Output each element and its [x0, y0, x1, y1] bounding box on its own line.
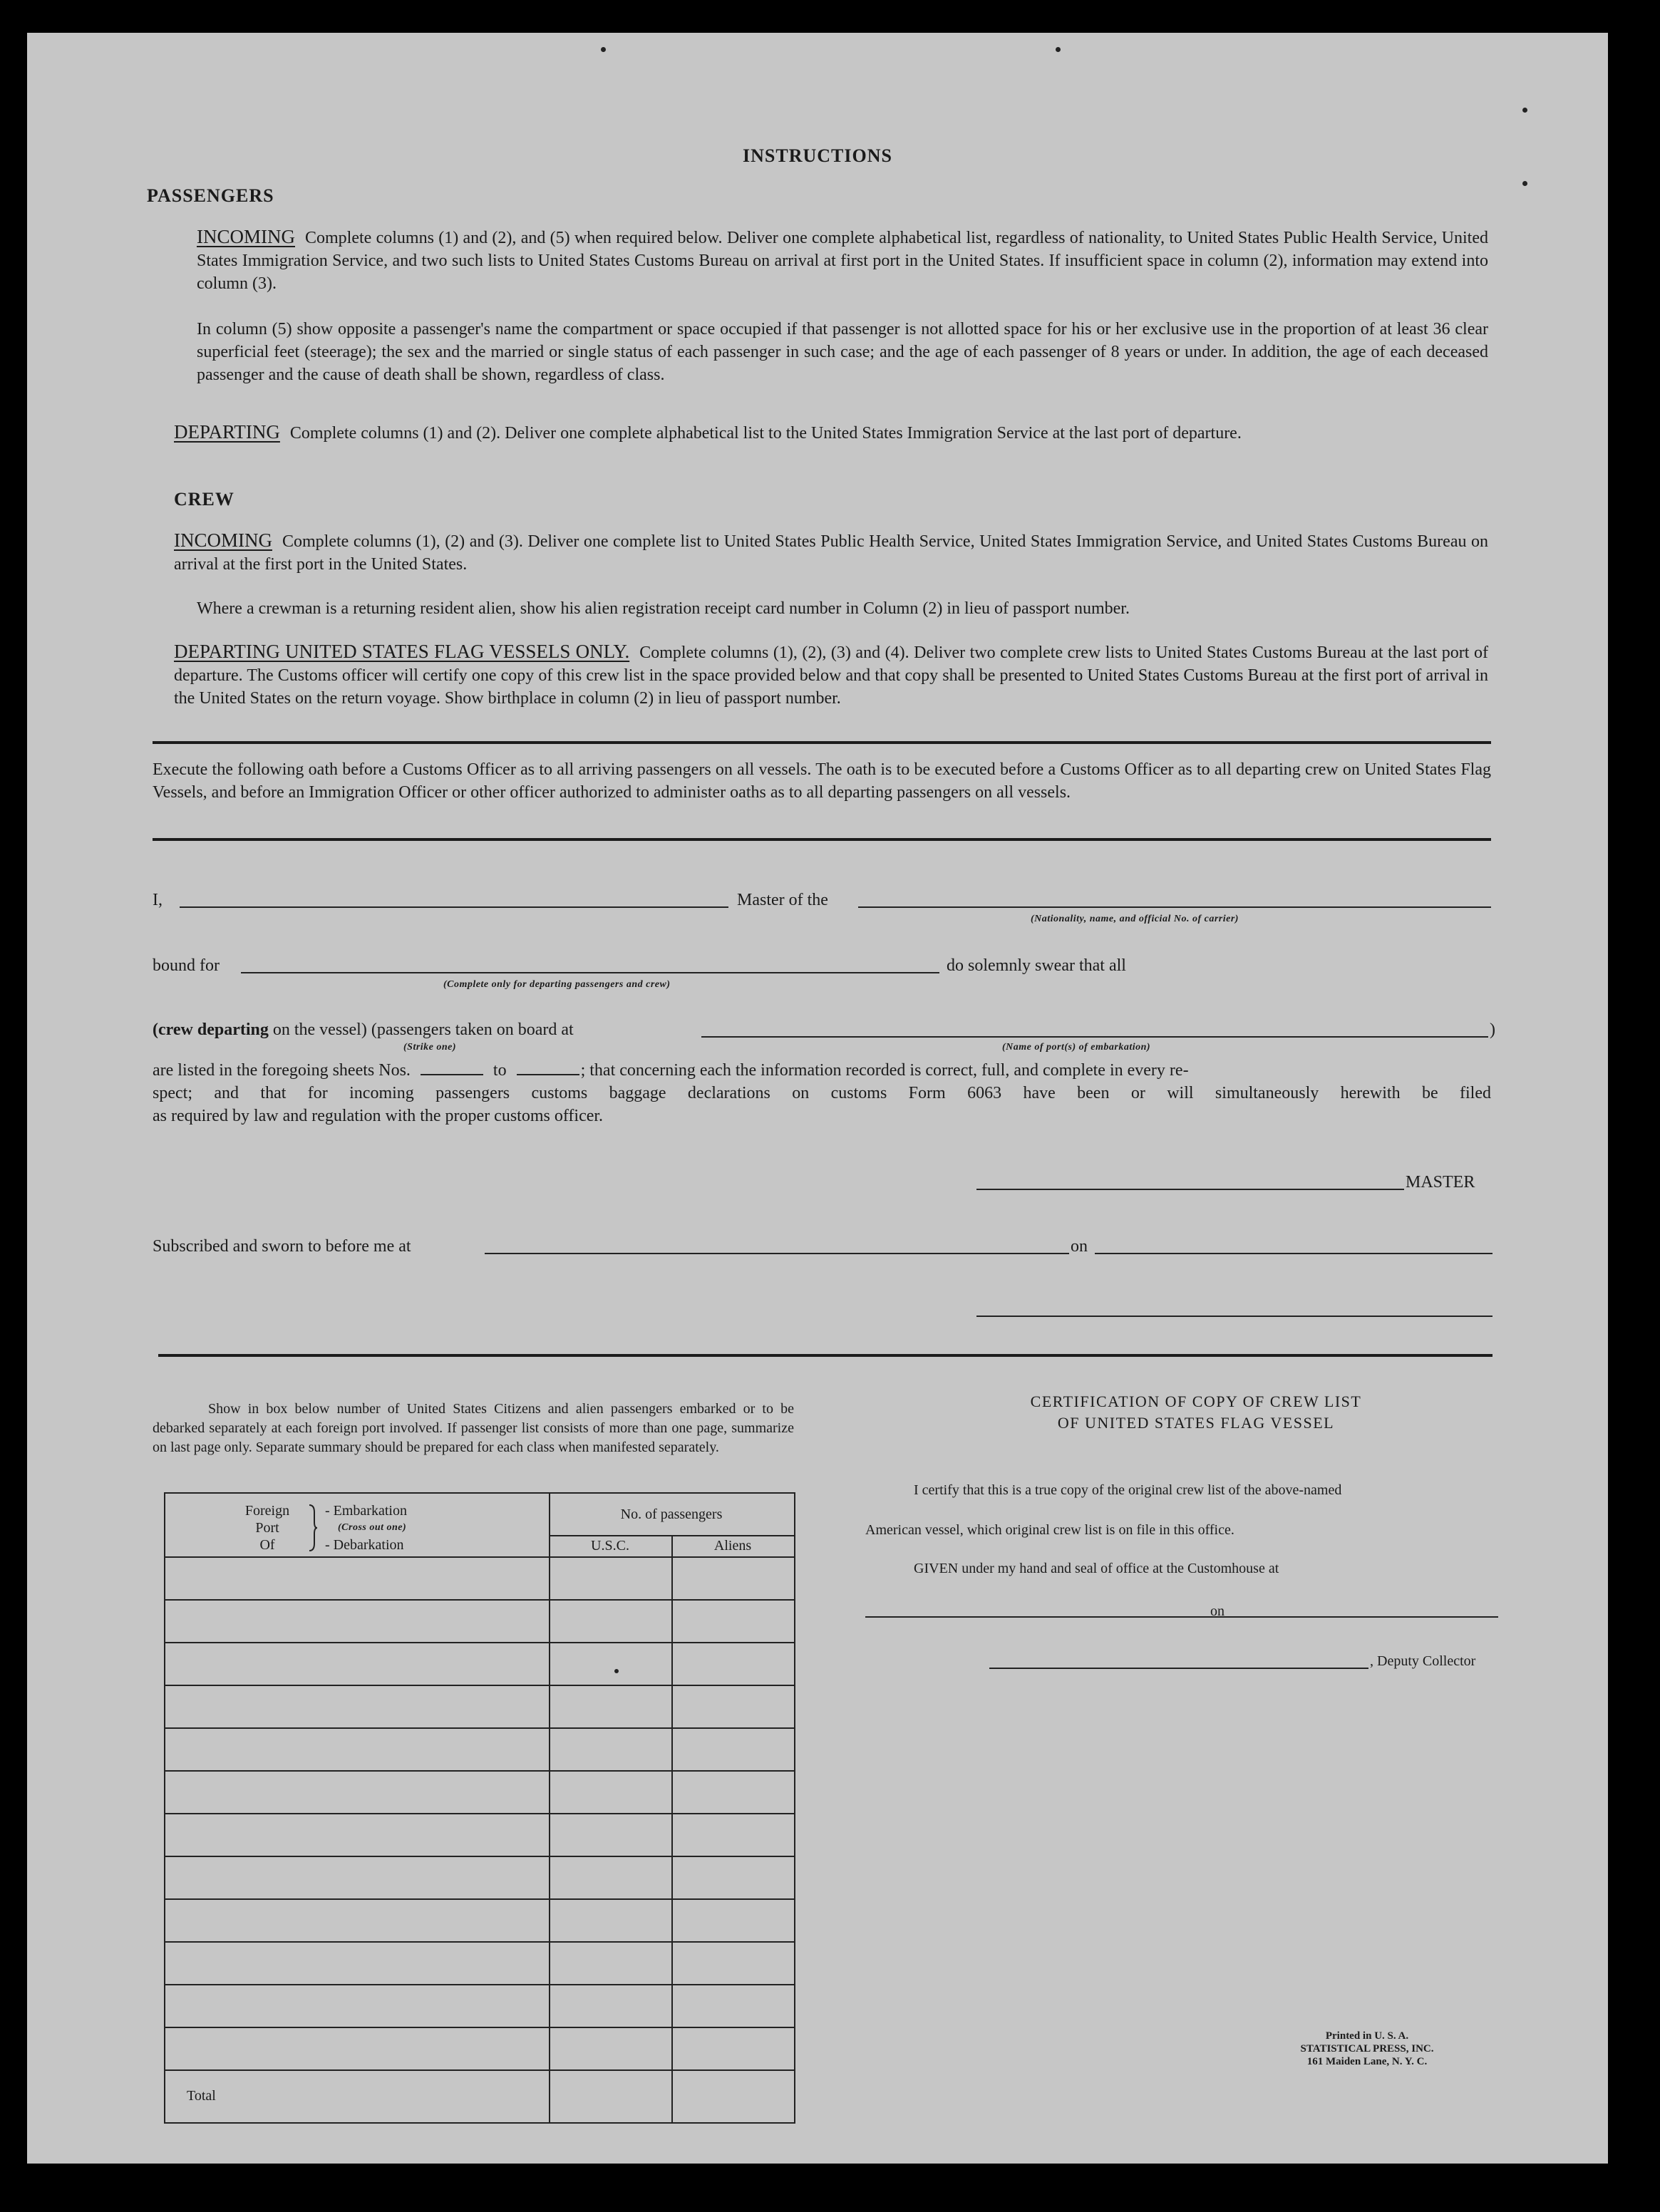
- table-row[interactable]: [165, 1642, 794, 1643]
- listed-sheets-text-c: spect; and that for incoming passengers customs baggage declarations on customs Form 6063 have been or will simultaneously herewith be filed: [153, 1084, 1491, 1102]
- divider: [158, 1354, 1493, 1357]
- passengers-incoming: [197, 225, 1488, 295]
- port-label: Port: [255, 1520, 279, 1536]
- certification-title: [861, 1391, 1531, 1434]
- master-label: MASTER: [1406, 1173, 1475, 1192]
- speck: [1522, 181, 1527, 186]
- port-hint: (Name of port(s) of embarkation): [1002, 1042, 1151, 1053]
- sworn-place-field[interactable]: [485, 1253, 1069, 1254]
- master-name-field[interactable]: [180, 906, 728, 908]
- debarkation-option[interactable]: - Debarkation: [325, 1537, 404, 1553]
- certify-on-label: on: [1210, 1603, 1225, 1619]
- strike-one-options: [153, 1020, 574, 1040]
- crew-departing: [174, 640, 1488, 710]
- certify-line-2: American vessel, which original crew list is on file in this office.: [865, 1522, 1234, 1538]
- table-row[interactable]: [165, 1599, 794, 1601]
- customhouse-field[interactable]: [865, 1616, 1236, 1618]
- divider: [153, 838, 1491, 841]
- certification-title-line-2: OF UNITED STATES FLAG VESSEL: [1057, 1414, 1335, 1432]
- listed-sheets-text-d: as required by law and regulation with the proper customs officer.: [153, 1107, 604, 1125]
- on-the-vessel-text: on the vessel): [272, 1020, 367, 1039]
- certification-title-line-1: CERTIFICATION OF COPY OF CREW LIST: [1030, 1392, 1362, 1410]
- strike-one-hint: (Strike one): [403, 1042, 457, 1053]
- listed-to-label: to: [493, 1061, 507, 1080]
- table-row[interactable]: [165, 1941, 794, 1943]
- deputy-collector-label: , Deputy Collector: [1370, 1653, 1476, 1669]
- master-signature-field[interactable]: [976, 1189, 1404, 1190]
- form-sheet: [27, 33, 1608, 2164]
- table-row[interactable]: [165, 2069, 794, 2071]
- oath-intro: Execute the following oath before a Customs Officer as to all arriving passengers on all vessels. The oath is to be executed before a Customs Officer as to all departing crew on United States Flag Vessels, and before an Immigration Officer or other officer authorized to administer oaths as to all departing passengers on all vessels.: [153, 760, 1491, 802]
- nationality-hint: (Nationality, name, and official No. of carrier): [1031, 914, 1239, 924]
- table-row[interactable]: [165, 1856, 794, 1857]
- subscribed-label: Subscribed and sworn to before me at: [153, 1237, 411, 1256]
- embarkation-option[interactable]: - Embarkation: [325, 1503, 407, 1519]
- table-row[interactable]: [165, 1770, 794, 1772]
- divider: [153, 741, 1491, 744]
- oath-i-label: I,: [153, 891, 163, 909]
- listed-sheets-text-b: ; that concerning each the information recorded is correct, full, and complete in every re-: [580, 1061, 1189, 1080]
- aliens-header: Aliens: [713, 1538, 752, 1554]
- passengers-taken-option[interactable]: (passengers taken on board at: [371, 1020, 574, 1039]
- cross-out-hint: (Cross out one): [338, 1522, 407, 1533]
- listed-sheets-text: [153, 1059, 1491, 1082]
- table-row[interactable]: [165, 1898, 794, 1900]
- speck: [614, 1669, 619, 1673]
- table-divider: [549, 1535, 794, 1536]
- sworn-date-field[interactable]: [1095, 1253, 1493, 1254]
- passengers-heading: PASSENGERS: [147, 185, 274, 206]
- summary-table: [164, 1492, 795, 2124]
- bound-for-hint: (Complete only for departing passengers and crew): [443, 979, 671, 990]
- crew-incoming-label: INCOMING: [174, 529, 272, 551]
- master-of-the-label: Master of the: [737, 891, 828, 909]
- passengers-incoming-label: INCOMING: [197, 226, 295, 247]
- summary-intro: Show in box below number of United States Citizens and alien passengers embarked or to be debarked separately at each foreign port involved. If passenger list consists of more than one page, summarize on last page only. Separate summary should be prepared for each class when manifested separately.: [153, 1401, 794, 1455]
- total-label: Total: [187, 2088, 216, 2104]
- crew-departing-label: DEPARTING UNITED STATES FLAG VESSELS ONLY.: [174, 641, 630, 662]
- certify-line-1: I certify that this is a true copy of the original crew list of the above-named: [914, 1482, 1342, 1498]
- sheet-from-field[interactable]: [421, 1061, 483, 1075]
- table-divider: [165, 1556, 794, 1558]
- crew-incoming: [174, 529, 1488, 576]
- bound-for-label: bound for: [153, 956, 220, 975]
- no-of-passengers-header: No. of passengers: [620, 1506, 723, 1522]
- instructions-title: INSTRUCTIONS: [743, 145, 892, 166]
- crewman-instructions: Where a crewman is a returning resident alien, show his alien registration receipt card number in Column (2) in lieu of passport number.: [197, 599, 1130, 618]
- certify-date-field[interactable]: [1233, 1616, 1498, 1618]
- crew-incoming-text: Complete columns (1), (2) and (3). Deliver one complete list to United States Public Health Service, United States Immigration Service, and United States Customs Bureau on arrival at the first port in the United States.: [174, 532, 1488, 574]
- swear-text: do solemnly swear that all: [947, 956, 1126, 975]
- printer-line-1: Printed in U. S. A.: [1325, 2030, 1409, 2042]
- table-row[interactable]: [165, 1813, 794, 1814]
- embarkation-debarkation-options: [325, 1502, 407, 1554]
- speck: [601, 47, 606, 52]
- listed-sheets-label: are listed in the foregoing sheets Nos.: [153, 1061, 411, 1080]
- bound-for-field[interactable]: [241, 972, 939, 973]
- printer-imprint: [1260, 2030, 1474, 2068]
- crew-departing-option[interactable]: (crew departing: [153, 1020, 269, 1039]
- sworn-on-label: on: [1071, 1237, 1088, 1256]
- passengers-departing-label: DEPARTING: [174, 421, 280, 443]
- table-row[interactable]: [165, 1984, 794, 1985]
- foreign-label: Foreign: [244, 1503, 290, 1519]
- crew-heading: CREW: [174, 489, 234, 510]
- passengers-incoming-text: Complete columns (1) and (2), and (5) when required below. Deliver one complete alphabetical list, regardless of nationality, to United States Public Health Service, United States Immigration Service, and two such lists to United States Customs Bureau on arrival at first port in the United States. If insufficient space in column (2), information may extend into column (3).: [197, 229, 1488, 293]
- passengers-departing: [174, 420, 1488, 445]
- table-row[interactable]: [165, 1685, 794, 1686]
- column5-instructions: In column (5) show opposite a passenger's name the compartment or space occupied if that passenger is not allotted space for his or her exclusive use in the proportion of at least 36 clear superficial feet (steerage); the sex and the married or single status of each passenger in such case; and the age of each passenger of 8 years or under. In addition, the age of each deceased passenger and the cause of death shall be shown, regardless of class.: [197, 320, 1488, 384]
- usc-header: U.S.C.: [591, 1538, 629, 1554]
- table-row[interactable]: [165, 2027, 794, 2028]
- printer-line-3: 161 Maiden Lane, N. Y. C.: [1306, 2056, 1428, 2067]
- table-divider: [671, 1535, 673, 2122]
- deputy-signature-field[interactable]: [989, 1668, 1368, 1669]
- carrier-field[interactable]: [858, 906, 1491, 908]
- officer-signature-field[interactable]: [976, 1316, 1493, 1317]
- crew-departing-text: Complete columns (1), (2), (3) and (4). Deliver two complete crew lists to United States Customs Bureau at the last port of departure. The Customs officer will certify one copy of this crew list in the space provided below and that copy shall be presented to United States Customs Bureau at the first port of arrival in the United States on the return voyage. Show birthplace in column (2) in lieu of passport number.: [174, 644, 1488, 708]
- table-row[interactable]: [165, 1727, 794, 1729]
- passengers-departing-text: Complete columns (1) and (2). Deliver one complete alphabetical list to the United States Immigration Service at the last port of departure.: [289, 424, 1242, 443]
- brace-icon: [308, 1504, 318, 1552]
- sheet-to-field[interactable]: [517, 1061, 579, 1075]
- certify-line-3: GIVEN under my hand and seal of office at the Customhouse at: [914, 1561, 1279, 1576]
- embarkation-port-field[interactable]: [701, 1036, 1488, 1038]
- foreign-port-of-label: [228, 1502, 306, 1554]
- printer-line-2: STATISTICAL PRESS, INC.: [1300, 2043, 1434, 2055]
- speck: [1056, 47, 1061, 52]
- speck: [1522, 108, 1527, 113]
- of-label: Of: [259, 1537, 275, 1553]
- close-paren: ): [1490, 1020, 1495, 1039]
